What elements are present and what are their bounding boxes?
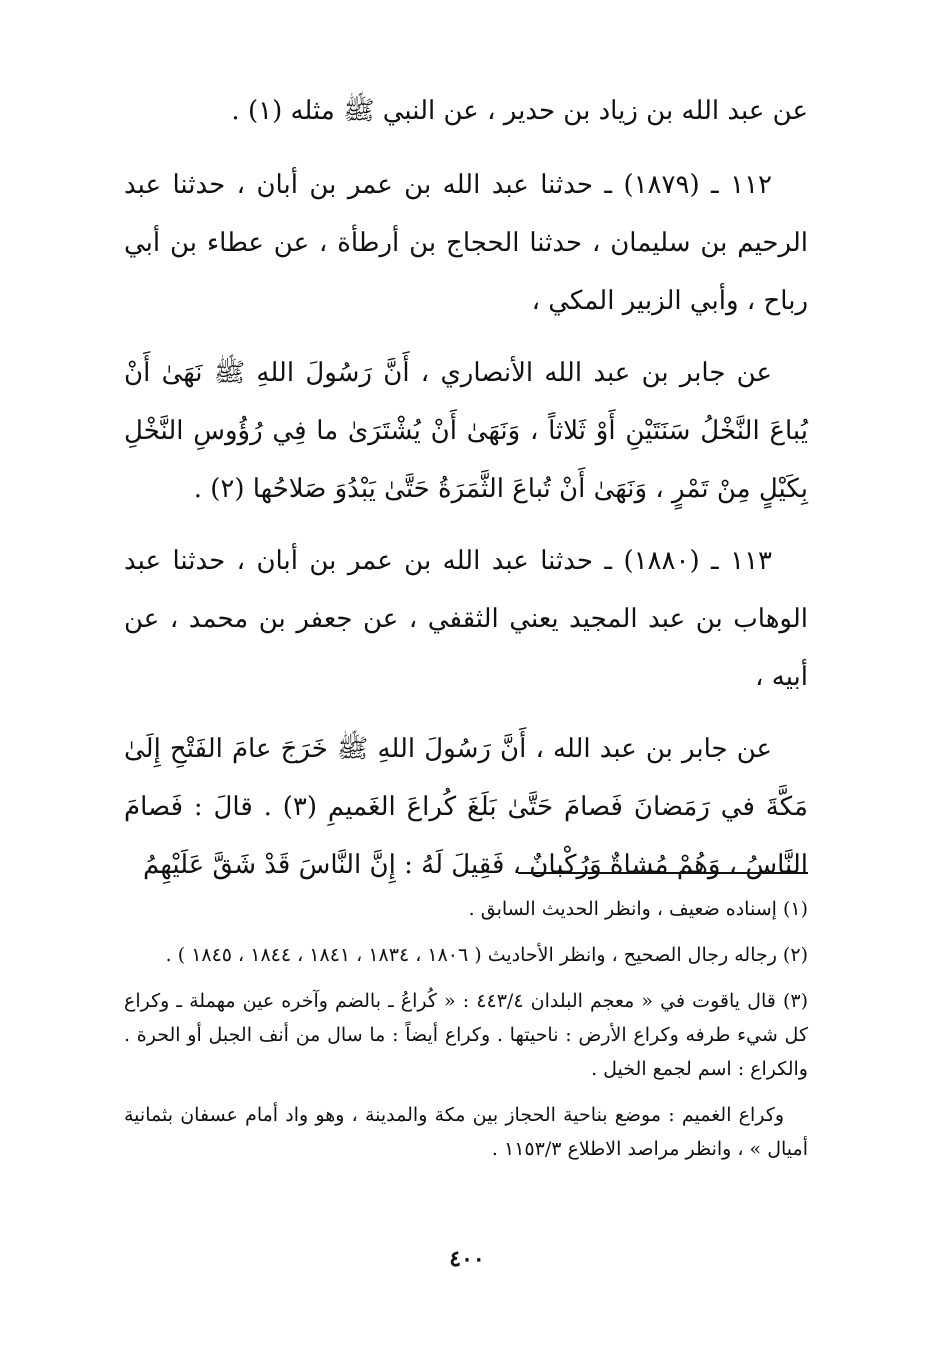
footnote-1: (١) إسناده ضعيف ، وانظر الحديث السابق . <box>468 898 808 920</box>
page-number: ٤٠٠ <box>449 1246 485 1272</box>
footnote-2: (٢) رجاله رجال الصحيح ، وانظر الأحاديث ( ١٨٠٦ ، ١٨٣٤ ، ١٨٤١ ، ١٨٤٤ ، ١٨٤٥ ) . <box>165 944 808 966</box>
main-text <box>124 82 808 908</box>
footnote-3: (٣) قال ياقوت في « معجم البلدان ٤٤٣/٤ : « كُراعُ ـ بالضم وآخره عين مهملة ـ وكراع كل شيء طرفه وكراع الأرض : ناحيتها . وكراع أيضاً : ما سال من أنف الجبل أو الحرة . والكراع : اسم لجمع الخيل . <box>124 990 808 1080</box>
hadith-112-isnad: ١١٢ ـ (١٨٧٩) ـ حدثنا عبد الله بن عمر بن أبان ، حدثنا عبد الرحيم بن سليمان ، حدثنا الحجاج بن أرطأة ، عن عطاء بن أبي رباح ، وأبي الزبير المكي ، <box>124 170 808 316</box>
footnote-3-continued: وكراع الغميم : موضع بناحية الحجاز بين مكة والمدينة ، وهو واد أمام عسفان بثمانية أميال » ، وانظر مراصد الاطلاع ١١٥٣/٣ . <box>124 1104 808 1160</box>
hadith-112-matn: عن جابر بن عبد الله الأنصاري ، أَنَّ رَسُولَ اللهِ ﷺ نَهَىٰ أَنْ يُباعَ النَّخْلُ سَنَتَيْنِ أَوْ ثَلاثاً ، وَنَهَىٰ أَنْ يُشْتَرَىٰ ما فِي رُؤُوسِ النَّخْلِ بِكَيْلٍ مِنْ تَمْرٍ ، وَنَهَىٰ أَنْ تُباعَ الثَّمَرَةُ حَتَّىٰ يَبْدُوَ صَلاحُها (٢) . <box>124 358 808 504</box>
footnote-divider <box>518 872 808 874</box>
footnotes <box>124 892 808 1178</box>
hadith-113-matn: عن جابر بن عبد الله ، أَنَّ رَسُولَ اللهِ ﷺ خَرَجَ عامَ الفَتْحِ إِلَىٰ مَكَّةَ في رَمَضانَ فَصامَ حَتَّىٰ بَلَغَ كُراعَ الغَميمِ (٣) . قالَ : فَصامَ النَّاسُ ، وَهُمْ مُشاةٌ وَرُكْبانٌ ، فَقِيلَ لَهُ : إِنَّ النَّاسَ قَدْ شَقَّ عَلَيْهِمُ <box>124 734 808 880</box>
paragraph-continuation: عن عبد الله بن زياد بن حدير ، عن النبي ﷺ مثله (١) . <box>231 96 808 126</box>
hadith-113-isnad: ١١٣ ـ (١٨٨٠) ـ حدثنا عبد الله بن عمر بن أبان ، حدثنا عبد الوهاب بن عبد المجيد يعني الثقفي ، عن جعفر بن محمد ، عن أبيه ، <box>124 546 808 692</box>
